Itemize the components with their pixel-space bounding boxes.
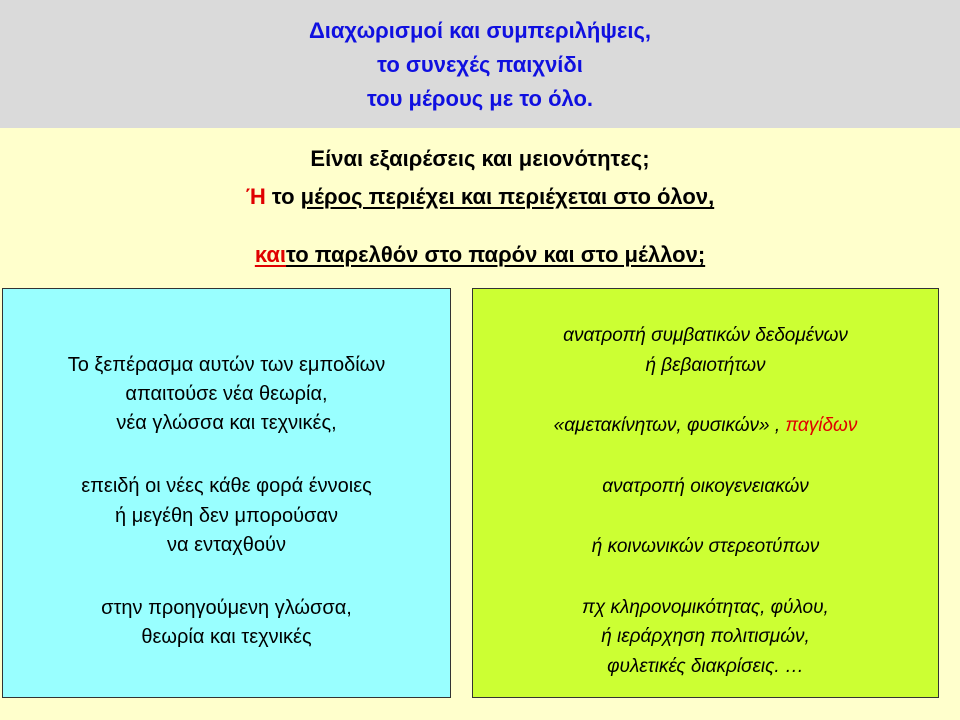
right-box-line: πχ κληρονομικότητας, φύλου,	[582, 597, 829, 618]
question-line-2	[0, 184, 960, 210]
left-box-line: ή μεγέθη δεν μπορούσαν	[115, 505, 338, 527]
question-line-3-underlined: το παρελθόν στο παρόν και στο μέλλον;	[286, 242, 706, 267]
right-text-box	[472, 288, 939, 698]
question-line-2-lead: Ή	[245, 184, 266, 209]
title-line-3: του μέρους με το όλο.	[366, 86, 594, 111]
left-box-line: επειδή οι νέες κάθε φορά έννοιες	[81, 475, 372, 497]
right-box-line: ανατροπή συμβατικών δεδομένων	[563, 325, 848, 346]
title-bar	[0, 0, 960, 128]
question-line-1: Είναι εξαιρέσεις και μειονότητες;	[310, 146, 650, 171]
right-box-line: ανατροπή οικογενειακών	[602, 476, 809, 497]
right-box-line: φυλετικές διακρίσεις. …	[607, 656, 804, 677]
left-box-line: νέα γλώσσα και τεχνικές,	[116, 412, 337, 434]
left-box-line: Το ξεπέρασμα αυτών των εμποδίων	[67, 354, 386, 376]
question-line-2-underlined: μέρος περιέχει και περιέχεται στο όλον,	[300, 184, 715, 209]
right-box-line: ή κοινωνικών στερεοτύπων	[591, 536, 820, 557]
left-box-line: να ενταχθούν	[167, 534, 286, 556]
left-box-line: απαιτούσε νέα θεωρία,	[125, 383, 328, 405]
left-box-line: θεωρία και τεχνικές	[141, 626, 312, 648]
right-box-line-with-accent	[473, 414, 938, 438]
question-line-3	[0, 242, 960, 268]
question-line-2-plain: το	[271, 184, 295, 209]
title-line-2: το συνεχές παιχνίδι	[377, 52, 583, 77]
left-box-line: στην προηγούμενη γλώσσα,	[101, 597, 352, 619]
right-box-line: ή βεβαιοτήτων	[645, 355, 766, 376]
right-box-line-main: «αμετακίνητων, φυσικών» ,	[553, 415, 781, 436]
title-line-1: Διαχωρισμοί και συμπεριλήψεις,	[308, 18, 652, 43]
right-box-line-red: παγίδων	[785, 415, 858, 436]
right-box-line: ή ιεράρχηση πολιτισμών,	[601, 626, 810, 647]
question-line-3-lead: και	[254, 242, 287, 267]
left-text-box	[2, 288, 451, 698]
